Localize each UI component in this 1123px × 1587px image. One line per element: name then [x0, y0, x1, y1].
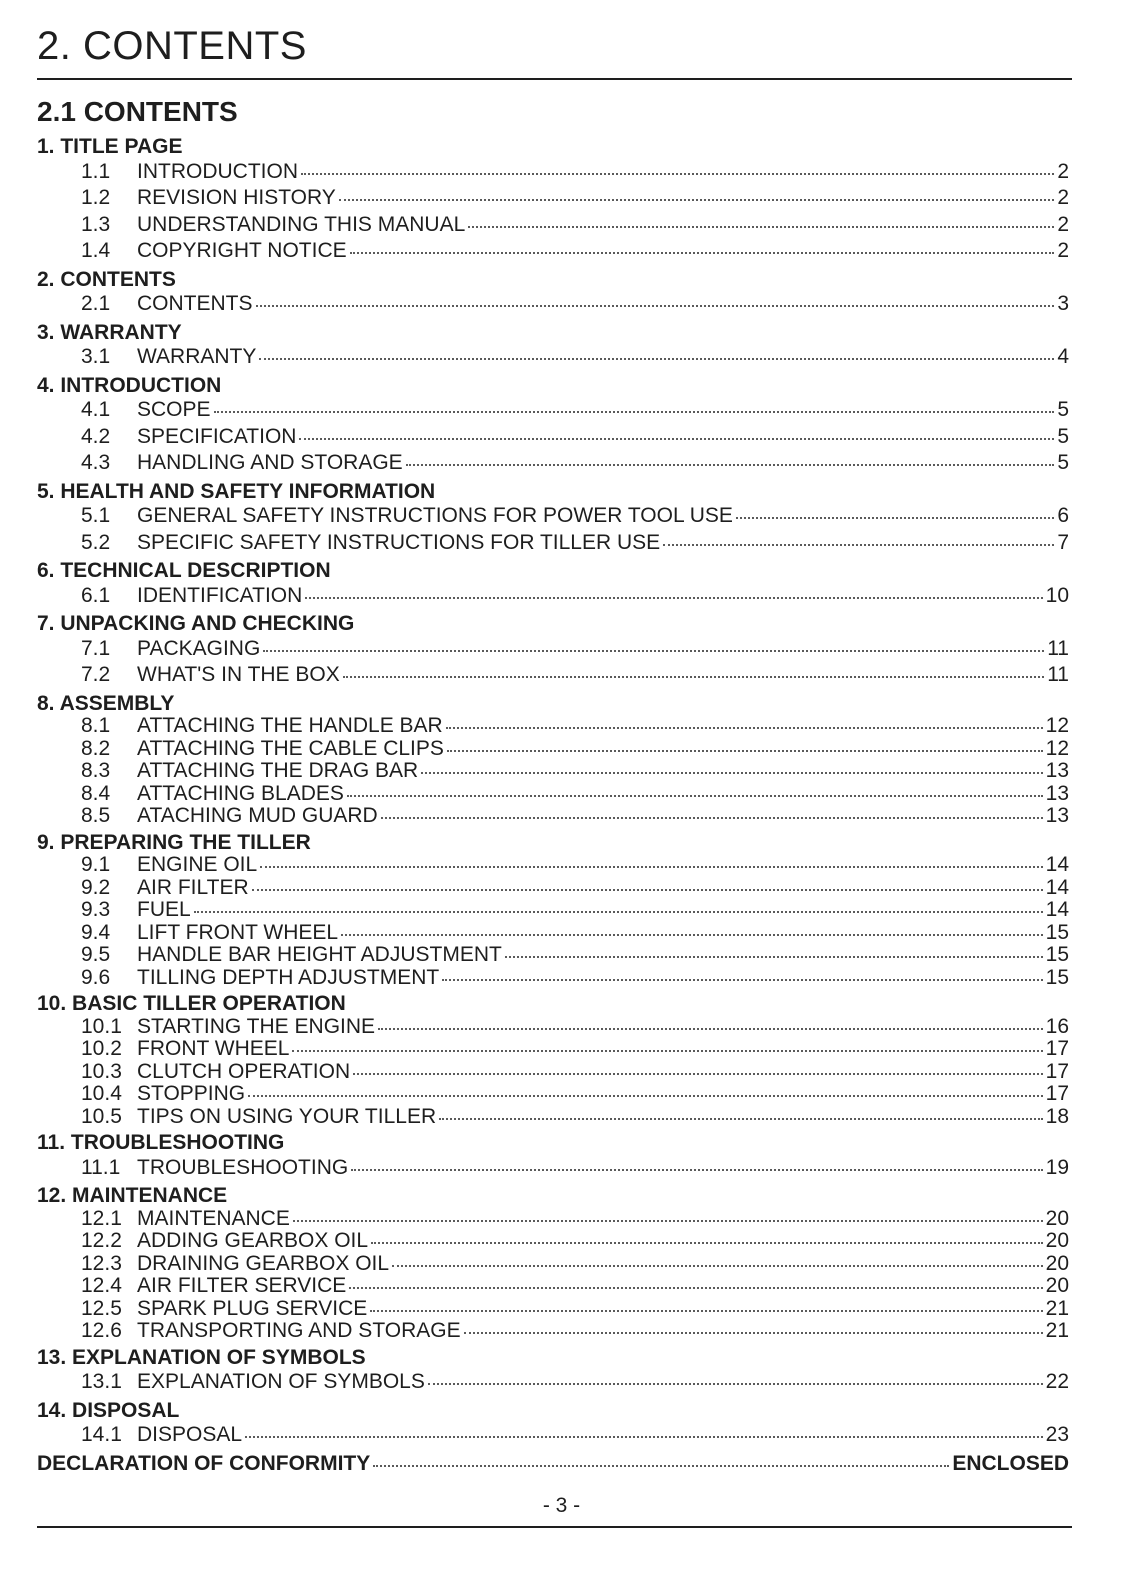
toc-entry: [37, 783, 1069, 806]
toc-entry-page: 16: [1045, 1014, 1069, 1038]
toc-chapter-label: 9. PREPARING THE TILLER: [37, 830, 311, 854]
dot-leader: [505, 955, 1043, 958]
bottom-divider: [37, 1526, 1072, 1528]
dot-leader: [371, 1241, 1043, 1244]
dot-leader: [663, 543, 1054, 546]
toc-entry-label: ATTACHING THE DRAG BAR: [137, 759, 419, 782]
toc-entry-label: ATACHING MUD GUARD: [137, 804, 378, 827]
dot-leader: [406, 463, 1055, 466]
toc-chapter-heading: [37, 322, 1069, 345]
toc-entry-number: 9.4: [81, 920, 111, 944]
dot-leader: [351, 1168, 1042, 1171]
toc-entry-label: CONTENTS: [137, 292, 253, 315]
toc-entry: [37, 185, 1069, 212]
toc-entry-number: 7.1: [81, 636, 111, 660]
toc-entry-label: AIR FILTER: [137, 875, 249, 899]
toc-entry-number: 10.5: [81, 1104, 122, 1128]
toc-entry-number: 8.4: [81, 781, 111, 805]
toc-entry: [37, 450, 1069, 477]
toc-entry: [37, 1083, 1069, 1106]
toc-entry: [37, 503, 1069, 530]
section-heading: 2.1 CONTENTS: [37, 96, 238, 127]
toc-entry: [37, 1422, 1069, 1449]
toc-entry-page: 17: [1045, 1037, 1069, 1060]
toc-chapter-heading: [37, 693, 1069, 716]
toc-entry-label: WARRANTY: [137, 345, 257, 368]
dot-leader: [347, 794, 1043, 797]
toc-entry-label: CLUTCH OPERATION: [137, 1059, 351, 1083]
toc-declaration: [37, 1453, 1069, 1476]
toc-entry: [37, 760, 1069, 783]
toc-entry: [37, 1253, 1069, 1276]
toc-entry-page: 2: [1057, 159, 1069, 183]
toc-entry-number: 8.2: [81, 736, 111, 760]
toc-entry: [37, 1298, 1069, 1321]
toc-entry: [37, 944, 1069, 967]
toc-entry-number: 5.2: [81, 530, 111, 554]
toc-chapter-heading: [37, 1400, 1069, 1423]
toc-entry: [37, 1038, 1069, 1061]
toc-entry-number: 9.2: [81, 875, 111, 899]
dot-leader: [736, 516, 1054, 519]
dot-leader: [305, 596, 1042, 599]
toc-entry-label: AIR FILTER SERVICE: [137, 1274, 347, 1297]
toc-entry: [37, 1155, 1069, 1182]
toc-entry-label: HANDLE BAR HEIGHT ADJUSTMENT: [137, 943, 502, 966]
dot-leader: [339, 198, 1055, 201]
page-number: - 3 -: [542, 1494, 581, 1517]
toc-entry-page: 3: [1057, 292, 1069, 315]
toc-entry-number: 12.1: [81, 1206, 122, 1230]
toc-chapter-heading: [37, 832, 1069, 855]
toc-entry-page: 12: [1045, 714, 1069, 737]
dot-leader: [256, 304, 1055, 307]
toc-entry: [37, 805, 1069, 828]
toc-entry-page: 13: [1045, 759, 1069, 782]
dot-leader: [260, 865, 1042, 868]
toc-entry: [37, 238, 1069, 265]
dot-leader: [248, 1094, 1043, 1097]
toc-entry-label: REVISION HISTORY: [137, 186, 336, 209]
toc-chapter-label: 12. MAINTENANCE: [37, 1184, 228, 1207]
dot-leader: [447, 749, 1043, 752]
toc-entry-page: 7: [1057, 530, 1069, 554]
toc-chapter-heading: [37, 375, 1069, 398]
toc-chapter-label: 11. TROUBLESHOOTING: [37, 1131, 285, 1154]
toc-entry-label: LIFT FRONT WHEEL: [137, 920, 339, 944]
toc-entry-label: UNDERSTANDING THIS MANUAL: [137, 212, 466, 236]
toc-entry: [37, 967, 1069, 990]
toc-entry-number: 10.1: [81, 1014, 122, 1038]
toc-entry: [37, 738, 1069, 761]
dot-leader: [214, 410, 1055, 413]
toc-entry-label: INTRODUCTION: [137, 159, 298, 183]
toc-entry-page: 17: [1045, 1082, 1069, 1105]
toc-entry-label: PACKAGING: [137, 636, 261, 660]
toc-entry-page: 2: [1057, 239, 1069, 262]
toc-entry-label: EXPLANATION OF SYMBOLS: [137, 1370, 425, 1393]
toc-chapter-label: 2. CONTENTS: [37, 267, 176, 291]
toc-entry-label: ATTACHING THE CABLE CLIPS: [137, 736, 444, 760]
dot-leader: [349, 1286, 1042, 1289]
toc-chapter-heading: [37, 136, 1069, 159]
toc-entry-page: 11: [1047, 663, 1069, 686]
toc-chapter-heading: [37, 481, 1069, 504]
toc-chapter-heading: [37, 1185, 1069, 1208]
toc-entry-label: ATTACHING BLADES: [137, 781, 344, 805]
toc-entry-page: 14: [1045, 875, 1069, 899]
toc-entry-number: 8.3: [81, 759, 111, 782]
toc-entry-page: 20: [1045, 1251, 1069, 1275]
toc-entry-number: 1.2: [81, 186, 111, 209]
toc-chapter-heading: [37, 613, 1069, 636]
toc-entry-number: 7.2: [81, 663, 111, 686]
page-heading: 2. CONTENTS: [37, 24, 307, 68]
toc-entry-page: 13: [1045, 781, 1069, 805]
dot-leader: [442, 978, 1042, 981]
dot-leader: [301, 172, 1054, 175]
toc-entry-label: TIPS ON USING YOUR TILLER: [137, 1104, 437, 1128]
dot-leader: [428, 1382, 1043, 1385]
top-divider: [37, 78, 1072, 80]
dot-leader: [373, 1464, 949, 1467]
toc-chapter-label: 6. TECHNICAL DESCRIPTION: [37, 559, 331, 582]
toc-entry-label: ADDING GEARBOX OIL: [137, 1229, 369, 1252]
toc-entry-label: GENERAL SAFETY INSTRUCTIONS FOR POWER TOOL USE: [137, 504, 733, 527]
dot-leader: [263, 649, 1044, 652]
toc-entry: [37, 159, 1069, 186]
declaration-page: ENCLOSED: [952, 1451, 1069, 1475]
toc-entry: [37, 715, 1069, 738]
toc-entry-page: 19: [1045, 1155, 1069, 1179]
dot-leader: [392, 1264, 1043, 1267]
toc-entry-page: 12: [1045, 736, 1069, 760]
toc-entry-label: SPECIFIC SAFETY INSTRUCTIONS FOR TILLER USE: [137, 530, 661, 554]
toc-entry-number: 10.4: [81, 1082, 122, 1105]
toc-entry-page: 15: [1045, 920, 1069, 944]
dot-leader: [439, 1117, 1043, 1120]
toc-entry-number: 13.1: [81, 1370, 122, 1393]
toc-entry-number: 12.4: [81, 1274, 122, 1297]
toc-chapter-label: 7. UNPACKING AND CHECKING: [37, 612, 355, 635]
toc-entry-number: 10.2: [81, 1037, 122, 1060]
dot-leader: [293, 1219, 1043, 1222]
toc-entry: [37, 530, 1069, 557]
dot-leader: [259, 357, 1054, 360]
toc-entry: [37, 662, 1069, 689]
toc-chapter-label: 8. ASSEMBLY: [37, 691, 175, 715]
toc-entry-page: 17: [1045, 1059, 1069, 1083]
toc-entry-number: 14.1: [81, 1423, 122, 1446]
toc-entry-number: 8.5: [81, 804, 111, 827]
dot-leader: [292, 1049, 1042, 1052]
toc-entry-number: 12.2: [81, 1229, 122, 1252]
toc-entry-number: 9.6: [81, 965, 111, 989]
toc-entry: [37, 922, 1069, 945]
toc-entry: [37, 291, 1069, 318]
dot-leader: [245, 1435, 1043, 1438]
toc-entry: [37, 397, 1069, 424]
toc-entry-label: SPECIFICATION: [137, 424, 297, 448]
toc-entry-page: 14: [1045, 853, 1069, 876]
toc-chapter-label: 13. EXPLANATION OF SYMBOLS: [37, 1345, 366, 1369]
toc-entry: [37, 583, 1069, 610]
toc-entry: [37, 424, 1069, 451]
toc-entry: [37, 1320, 1069, 1343]
toc-entry-page: 15: [1045, 965, 1069, 989]
toc-entry-page: 20: [1045, 1229, 1069, 1252]
toc-entry-page: 23: [1045, 1423, 1069, 1446]
dot-leader: [464, 1331, 1043, 1334]
toc-entry-page: 21: [1045, 1296, 1069, 1320]
toc-entry-label: TILLING DEPTH ADJUSTMENT: [137, 965, 440, 989]
toc-entry: [37, 854, 1069, 877]
toc-entry-number: 1.4: [81, 239, 111, 262]
toc-entry-number: 6.1: [81, 583, 111, 607]
declaration-label: DECLARATION OF CONFORMITY: [37, 1451, 371, 1475]
toc-entry-label: HANDLING AND STORAGE: [137, 451, 403, 474]
toc-entry-label: WHAT'S IN THE BOX: [137, 663, 340, 686]
toc-entry: [37, 212, 1069, 239]
toc-chapter-heading: [37, 1132, 1069, 1155]
toc-entry: [37, 1208, 1069, 1231]
toc-entry-page: 22: [1045, 1370, 1069, 1393]
toc-entry-page: 2: [1057, 212, 1069, 236]
toc-entry-page: 5: [1057, 451, 1069, 474]
toc-chapter-heading: [37, 1347, 1069, 1370]
toc-chapter-label: 14. DISPOSAL: [37, 1398, 180, 1422]
toc-entry: [37, 1369, 1069, 1396]
toc-entry-page: 4: [1057, 345, 1069, 368]
table-of-contents: [37, 132, 1069, 1475]
toc-entry-number: 10.3: [81, 1059, 122, 1083]
toc-entry-number: 4.2: [81, 424, 111, 448]
toc-entry-page: 11: [1047, 636, 1069, 660]
dot-leader: [378, 1027, 1043, 1030]
toc-entry: [37, 344, 1069, 371]
toc-entry-number: 3.1: [81, 345, 111, 368]
toc-entry-number: 12.3: [81, 1251, 122, 1275]
toc-entry-number: 2.1: [81, 292, 111, 315]
dot-leader: [353, 1072, 1043, 1075]
toc-entry-label: ENGINE OIL: [137, 853, 258, 876]
toc-chapter-label: 4. INTRODUCTION: [37, 373, 222, 397]
toc-entry-number: 4.1: [81, 398, 111, 421]
toc-entry: [37, 877, 1069, 900]
dot-leader: [381, 816, 1043, 819]
toc-chapter-heading: [37, 993, 1069, 1016]
toc-entry-page: 6: [1057, 504, 1069, 527]
toc-entry-page: 20: [1045, 1206, 1069, 1230]
toc-entry-label: FRONT WHEEL: [137, 1037, 290, 1060]
toc-entry-number: 1.3: [81, 212, 111, 236]
toc-entry-number: 1.1: [81, 159, 111, 183]
toc-entry-label: SCOPE: [137, 398, 211, 421]
toc-entry-number: 9.1: [81, 853, 111, 876]
toc-chapter-heading: [37, 269, 1069, 292]
toc-entry: [37, 636, 1069, 663]
toc-entry-page: 10: [1045, 583, 1069, 607]
dot-leader: [341, 933, 1043, 936]
toc-chapter-label: 3. WARRANTY: [37, 320, 182, 344]
toc-chapter-label: 10. BASIC TILLER OPERATION: [37, 992, 346, 1015]
toc-entry-label: STARTING THE ENGINE: [137, 1014, 376, 1038]
toc-entry-page: 21: [1045, 1319, 1069, 1342]
toc-entry-number: 12.6: [81, 1319, 122, 1342]
toc-entry-label: IDENTIFICATION: [137, 583, 303, 607]
toc-entry: [37, 1106, 1069, 1129]
toc-entry-number: 4.3: [81, 451, 111, 474]
toc-entry-number: 8.1: [81, 714, 111, 737]
toc-entry-page: 20: [1045, 1274, 1069, 1297]
toc-entry-label: TRANSPORTING AND STORAGE: [137, 1319, 461, 1342]
toc-entry-number: 5.1: [81, 504, 111, 527]
toc-entry-number: 9.5: [81, 943, 111, 966]
toc-chapter-label: 5. HEALTH AND SAFETY INFORMATION: [37, 479, 436, 503]
toc-entry-label: SPARK PLUG SERVICE: [137, 1296, 368, 1320]
toc-entry-page: 5: [1057, 424, 1069, 448]
dot-leader: [252, 888, 1043, 891]
toc-entry-label: TROUBLESHOOTING: [137, 1155, 349, 1179]
dot-leader: [370, 1309, 1042, 1312]
toc-entry-page: 15: [1045, 943, 1069, 966]
dot-leader: [350, 251, 1055, 254]
toc-entry-number: 12.5: [81, 1296, 122, 1320]
toc-entry: [37, 899, 1069, 922]
toc-entry-label: COPYRIGHT NOTICE: [137, 239, 347, 262]
toc-entry-label: DRAINING GEARBOX OIL: [137, 1251, 390, 1275]
toc-entry: [37, 1230, 1069, 1253]
toc-entry-page: 5: [1057, 398, 1069, 421]
toc-entry-page: 14: [1045, 898, 1069, 921]
toc-entry: [37, 1016, 1069, 1039]
toc-entry-number: 11.1: [81, 1155, 121, 1179]
toc-entry-label: STOPPING: [137, 1082, 246, 1105]
dot-leader: [421, 771, 1042, 774]
toc-entry: [37, 1061, 1069, 1084]
toc-entry: [37, 1275, 1069, 1298]
toc-entry-label: FUEL: [137, 898, 191, 921]
toc-chapter-label: 1. TITLE PAGE: [37, 135, 183, 158]
toc-entry-page: 13: [1045, 804, 1069, 827]
dot-leader: [194, 910, 1043, 913]
toc-entry-page: 18: [1045, 1104, 1069, 1128]
dot-leader: [446, 726, 1043, 729]
toc-chapter-heading: [37, 560, 1069, 583]
toc-entry-label: DISPOSAL: [137, 1423, 243, 1446]
toc-entry-page: 2: [1057, 186, 1069, 209]
dot-leader: [343, 675, 1044, 678]
toc-entry-number: 9.3: [81, 898, 111, 921]
dot-leader: [468, 225, 1054, 228]
toc-entry-label: ATTACHING THE HANDLE BAR: [137, 714, 443, 737]
toc-entry-label: MAINTENANCE: [137, 1206, 290, 1230]
dot-leader: [299, 437, 1054, 440]
